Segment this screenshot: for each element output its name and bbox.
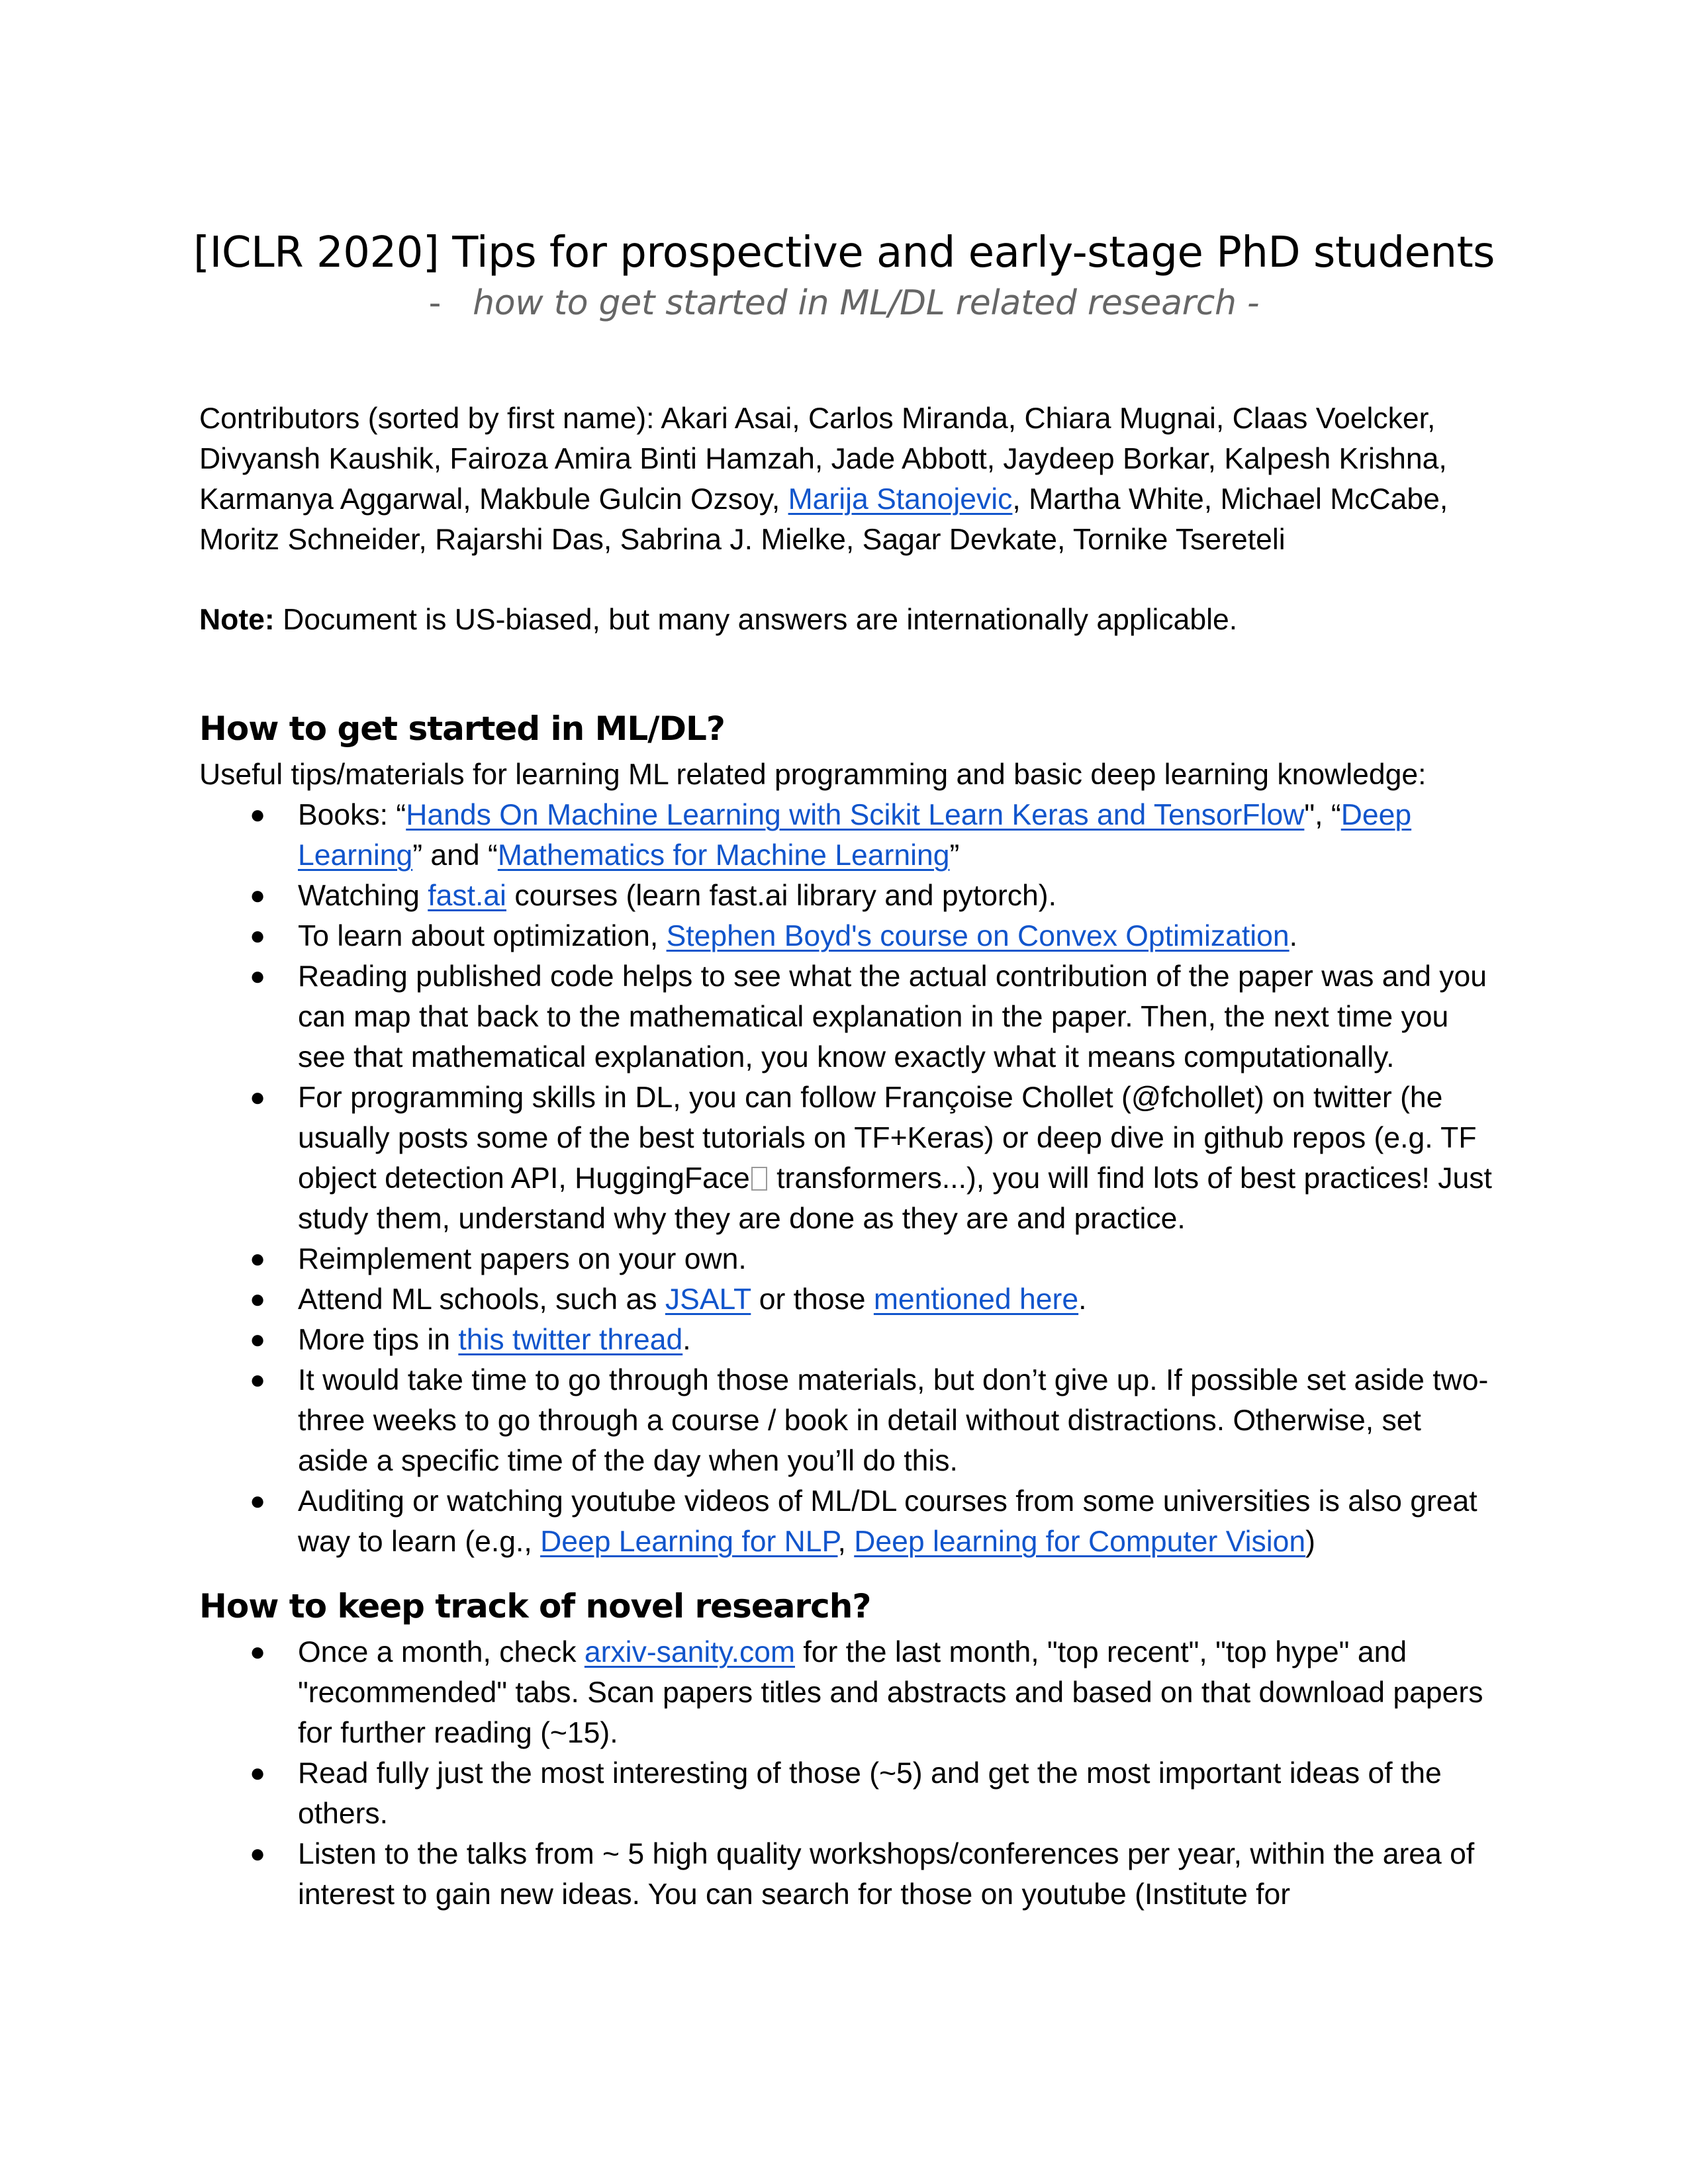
contributors-paragraph xyxy=(199,398,1497,560)
item-text: It would take time to go through those materials, but don’t give up. If possible set aside two-three weeks to go through a course / book in detail without distractions. Otherwise, set aside a specific time of the day when you’ll do this. xyxy=(298,1364,1489,1477)
bullet-icon: ● xyxy=(250,1758,266,1788)
item-text: ” and “ xyxy=(412,839,498,872)
contributor-link-marija-stanojevic[interactable]: Marija Stanojevic xyxy=(788,483,1013,516)
item-text: To learn about optimization, xyxy=(298,920,667,952)
bullet-icon: ● xyxy=(250,1244,266,1273)
item-text: . xyxy=(682,1324,691,1356)
item-text: . xyxy=(1078,1283,1087,1316)
bullet-icon: ● xyxy=(250,1285,266,1314)
list-item xyxy=(199,1481,1497,1562)
bullet-icon: ● xyxy=(250,921,266,950)
list-item xyxy=(199,1834,1497,1915)
bullet-icon: ● xyxy=(250,1839,266,1868)
bullet-icon: ● xyxy=(250,1637,266,1666)
link-math-for-ml-book[interactable]: Mathematics for Machine Learning xyxy=(497,839,950,872)
link-deep-learning-for-nlp[interactable]: Deep Learning for NLP xyxy=(540,1525,838,1558)
track-research-list xyxy=(199,1632,1497,1915)
list-item xyxy=(199,1753,1497,1834)
item-text: Attend ML schools, such as xyxy=(298,1283,665,1316)
item-text: for the last month, "top recent", "top hype" and "recommended" tabs. Scan papers titles and abstracts and based on that download papers for further reading (~15). xyxy=(298,1636,1483,1749)
note-text: Document is US-biased, but many answers are internationally applicable. xyxy=(274,604,1238,636)
item-text: , xyxy=(837,1525,855,1558)
list-item xyxy=(199,1279,1497,1320)
item-text: ", “ xyxy=(1304,799,1341,831)
item-text: Listen to the talks from ~ 5 high quality workshops/conferences per year, within the area of interest to gain new ideas. You can search for those on youtube (Institute for xyxy=(298,1838,1475,1911)
bullet-icon: ● xyxy=(250,800,266,829)
item-text: For programming skills in DL, you can follow Françoise Chollet (@fchollet) on twitter (he usually posts some of the best tutorials on TF+Keras) or deep dive in github repos (e.g. TF object detection API, HuggingFace xyxy=(298,1081,1477,1195)
section-heading-get-started: How to get started in ML/DL? xyxy=(199,709,725,748)
item-text: Reading published code helps to see what the actual contribution of the paper was and you can map that back to the mathematical explanation in the paper. Then, the next time you see that mathematical explanation, you know exactly what it means computationally. xyxy=(298,960,1487,1073)
link-mentioned-here[interactable]: mentioned here xyxy=(873,1283,1079,1316)
bullet-icon: ● xyxy=(250,881,266,910)
list-item xyxy=(199,1632,1497,1753)
bullet-icon: ● xyxy=(250,1325,266,1354)
bullet-icon: ● xyxy=(250,1083,266,1112)
list-item xyxy=(199,956,1497,1077)
document-subtitle xyxy=(0,279,1688,327)
link-fast-ai[interactable]: fast.ai xyxy=(428,880,506,912)
bullet-icon: ● xyxy=(250,962,266,991)
note-label: Note: xyxy=(199,604,275,636)
list-item xyxy=(199,1360,1497,1481)
item-text: Watching xyxy=(298,880,428,912)
subtitle-dash: - xyxy=(428,283,442,323)
bullet-icon: ● xyxy=(250,1486,266,1516)
link-deep-learning-book[interactable]: Deep Learning xyxy=(298,799,1412,872)
item-text: Read fully just the most interesting of those (~5) and get the most important ideas of the others. xyxy=(298,1757,1442,1830)
section-intro: Useful tips/materials for learning ML related programming and basic deep learning knowledge: xyxy=(199,758,1427,791)
link-hands-on-ml-book[interactable]: Hands On Machine Learning with Scikit Learn Keras and TensorFlow xyxy=(406,799,1305,831)
item-text: or those xyxy=(751,1283,874,1316)
subtitle-text: how to get started in ML/DL related research - xyxy=(473,283,1260,323)
list-item xyxy=(199,1077,1497,1239)
link-jsalt[interactable]: JSALT xyxy=(665,1283,751,1316)
get-started-list xyxy=(199,795,1497,1562)
item-text: transformers...), you will find lots of best practices! Just study them, understand why they are done as they are and practice. xyxy=(298,1162,1492,1235)
contributors-text: Contributors (sorted by first name): Akari Asai, Carlos Miranda, Chiara Mugnai, Claas Voelcker, Divyansh Kaushik, Fairoza Amira Binti Hamzah, Jade Abbott, Jaydeep Borkar, Kalpesh Krishna, Karmanya Aggarwal, Makbule Gulcin Ozsoy, xyxy=(199,402,1447,516)
list-item xyxy=(199,1239,1497,1279)
item-text: Books: “ xyxy=(298,799,406,831)
item-text: ) xyxy=(1305,1525,1315,1558)
bullet-icon: ● xyxy=(250,1365,266,1394)
item-text: Reimplement papers on your own. xyxy=(298,1243,747,1275)
item-text: courses (learn fast.ai library and pytorch). xyxy=(506,880,1056,912)
list-item xyxy=(199,876,1497,916)
section-heading-track-research: How to keep track of novel research? xyxy=(199,1587,871,1625)
link-arxiv-sanity[interactable]: arxiv-sanity.com xyxy=(584,1636,796,1668)
list-item xyxy=(199,916,1497,956)
note-paragraph xyxy=(199,600,1497,640)
link-twitter-thread[interactable]: this twitter thread xyxy=(458,1324,683,1356)
item-text: ” xyxy=(949,839,960,872)
list-item xyxy=(199,795,1497,876)
item-text: More tips in xyxy=(298,1324,459,1356)
link-boyd-convex-optimization[interactable]: Stephen Boyd's course on Convex Optimization xyxy=(666,920,1289,952)
item-text: . xyxy=(1289,920,1297,952)
document-title: [ICLR 2020] Tips for prospective and early-stage PhD students xyxy=(193,228,1495,277)
emoji-placeholder-icon xyxy=(751,1167,767,1191)
link-deep-learning-for-computer-vision[interactable]: Deep learning for Computer Vision xyxy=(854,1525,1306,1558)
item-text: Auditing or watching youtube videos of ML/DL courses from some universities is also great way to learn (e.g., xyxy=(298,1485,1477,1558)
contributors-text-end: , Martha White, Michael McCabe, Moritz Schneider, Rajarshi Das, Sabrina J. Mielke, Sagar Devkate, Tornike Tsereteli xyxy=(199,483,1448,556)
item-text: Once a month, check xyxy=(298,1636,585,1668)
list-item xyxy=(199,1320,1497,1360)
